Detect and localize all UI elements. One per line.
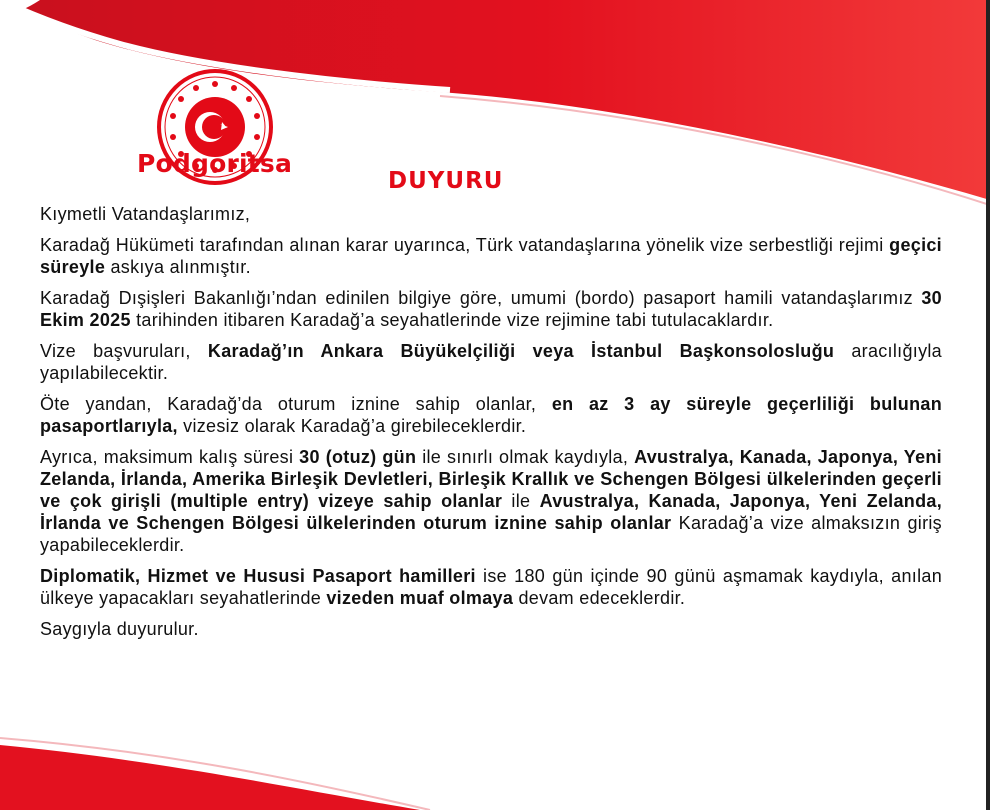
p1-text-a: Karadağ Hükümeti tarafından alınan karar uyarınca, Türk vatandaşlarına yönelik vize serbestliği rejimi [40,235,890,255]
p5-text-e: ile [502,491,540,511]
p1-bold: geçici süreyle [40,235,942,277]
paragraph-3 [40,340,942,384]
paragraph-6 [40,565,942,609]
p4-text-c: vizesiz olarak Karadağ’a girebileceklerdir. [177,416,527,436]
greeting: Kıymetli Vatandaşlarımız, [40,204,251,224]
p3-bold: Karadağ’ın Ankara Büyükelçiliği veya İstanbul Başkonsolosluğu [207,341,835,361]
p4-bold: en az 3 ay süreyle geçerliliği bulunan pasaportlarıyla, [40,394,942,436]
p3-text-c: aracılığıyla yapılabilecektir. [40,341,942,383]
p6-bold-passports: Diplomatik, Hizmet ve Hususi Pasaport hamilleri [40,566,476,586]
paragraph-1 [40,234,942,278]
p1-text-c: askıya alınmıştır. [105,257,251,277]
p6-text-d: devam edeceklerdir. [513,588,686,608]
announcement-title: DUYURU [388,168,504,194]
p6-bold-exempt: vizeden muaf olmaya [326,588,514,608]
p5-bold-visa-holders: Avustralya, Kanada, Japonya, Yeni Zelanda, İrlanda, Amerika Birleşik Devletleri, Birleşik Krallık ve Schengen Bölgesi ülkelerinden geçerli ve çok girişli (multiple entry) vizeye sahip olanlar [40,447,942,511]
p5-text-a: Ayrıca, maksimum kalış süresi [40,447,300,467]
p4-text-a: Öte yandan, Karadağ’da oturum iznine sahip olanlar, [40,394,552,414]
closing: Saygıyla duyurulur. [40,619,199,639]
announcement-body [40,203,942,649]
p5-bold-residence-holders: Avustralya, Kanada, Japonya, Yeni Zelanda, İrlanda ve Schengen Bölgesi ülkelerinden oturum iznine sahip olanlar [40,491,942,533]
p3-text-a: Vize başvuruları, [40,341,208,361]
p2-text-c: tarihinden itibaren Karadağ’a seyahatlerinde vize rejimine tabi tutulacaklardır. [130,310,774,330]
p2-text-a: Karadağ Dışişleri Bakanlığı’ndan edinilen bilgiye göre, umumi (bordo) pasaport hamili vatandaşlarımız [40,288,922,308]
paragraph-4 [40,393,942,437]
p5-bold-duration: 30 (otuz) gün [299,447,417,467]
p5-text-g: Karadağ’a vize almaksızın giriş yapabileceklerdir. [40,513,942,555]
p2-bold-date: 30 Ekim 2025 [40,288,942,330]
office-name: Podgoritsa [137,149,293,178]
paragraph-5 [40,446,942,556]
p6-text-b: ise 180 gün içinde 90 günü aşmamak kaydıyla, anılan ülkeye yapacakları seyahatlerinde [40,566,942,608]
p5-text-c: ile sınırlı olmak kaydıyla, [416,447,635,467]
paragraph-2 [40,287,942,331]
